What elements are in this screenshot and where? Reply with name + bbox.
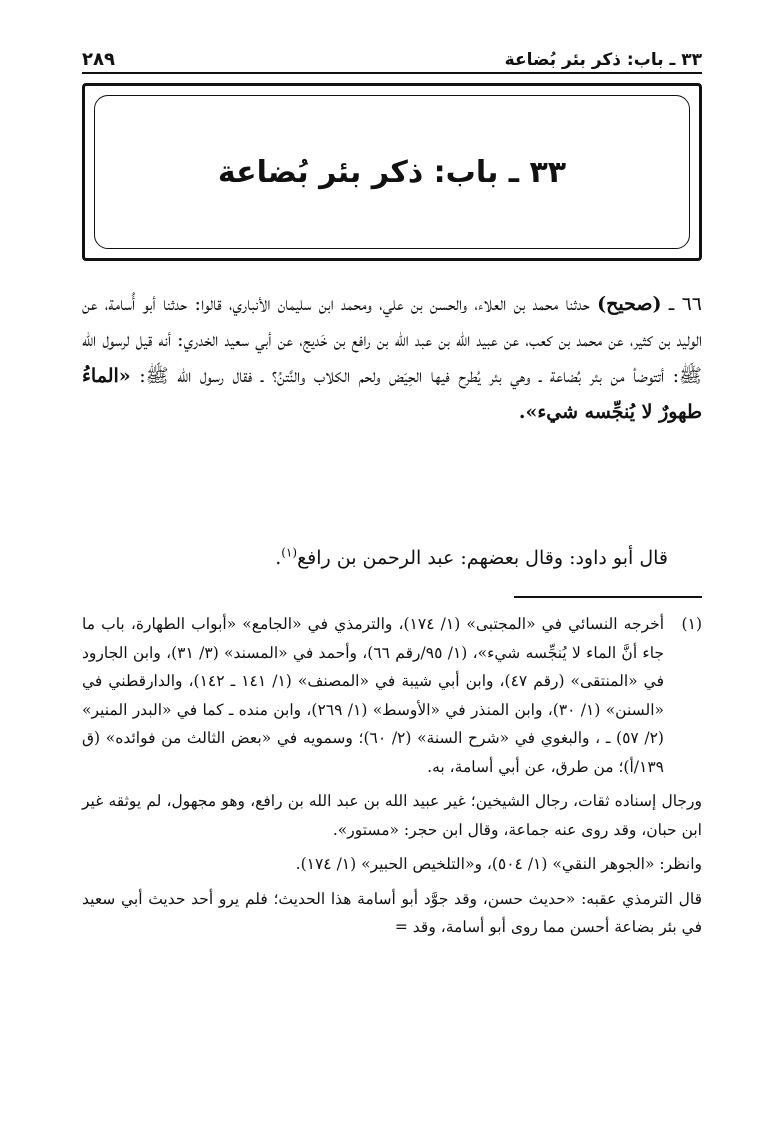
hadith-paragraph bbox=[82, 286, 702, 430]
hadith-isnad-matn: حدثنا محمد بن العلاء، والحسن بن علي، ومحمد ابن سليمان الأنباري، قالوا: حدثنا أبو أُسامة، عن الوليد بن كثير، عن محمد بن كعب، عن عبيد الله بن عبد الله بن رافع بن خَديج، عن أبي سعيد الخدري: أنه قيل لرسول الله ﷺ: أتتوضأ من بئر بُضاعة ـ وهي بئر يُطرح فيها الحِيَض ولحم الكلاب والنَّتنُ؟ ـ فقال رسول الله ﷺ: bbox=[82, 293, 703, 387]
chapter-title-frame bbox=[82, 83, 702, 261]
chapter-title: ٣٣ ـ باب: ذكر بئر بُضاعة bbox=[217, 154, 567, 190]
footnote-isnad-grading: ورجال إسناده ثقات، رجال الشيخين؛ غير عبيد الله بن عبد الله بن رافع، وهو مجهول، لم يوثقه غير ابن حبان، وقد روى عنه جماعة، وقال ابن حجر: «مستور». bbox=[82, 792, 702, 839]
abu-dawud-end: . bbox=[275, 547, 282, 569]
abu-dawud-note bbox=[82, 540, 668, 576]
hadith-number: ٦٦ ـ bbox=[668, 293, 703, 315]
hadith-prophetic-quote: «الماءُ طهورٌ لا يُنجِّسه شيء». bbox=[82, 365, 702, 423]
hadith-text bbox=[82, 286, 702, 430]
chapter-title-inner-frame bbox=[94, 95, 690, 249]
footnote-see-also: وانظر: «الجوهر النقي» (١/ ٥٠٤)، و«التلخيص الحبير» (١/ ١٧٤). bbox=[295, 855, 702, 873]
abu-dawud-text: قال أبو داود: وقال بعضهم: عبد الرحمن بن رافع bbox=[297, 547, 668, 569]
running-head bbox=[82, 36, 702, 70]
header-divider bbox=[82, 72, 702, 74]
footnote-number: (١) bbox=[681, 615, 702, 633]
footnote-takhrij: أخرجه النسائي في «المجتبى» (١/ ١٧٤)، والترمذي في «الجامع» «أبواب الطهارة، باب ما جاء أنَّ الماء لا يُنجِّسه شيء»، (١/ ٩٥/رقم ٦٦)، وأحمد في «المسند» (٣/ ٣١)، وابن الجارود في «المنتقى» (رقم ٤٧)، وابن أبي شيبة في «المصنف» (١/ ١٤١ ـ ١٤٢)، والدارقطني في «السنن» (١/ ٣٠)، وابن المنذر في «الأوسط» (١/ ٢٦٩)، وابن منده ـ كما في «البدر المنير» (٢/ ٥٧) ـ ، والبغوي في «شرح السنة» (٢/ ٦٠)؛ وسمويه في «بعض الثالث من فوائده» (ق ١٣٩/أ)؛ من طرق، عن أبي أسامة، به. bbox=[82, 615, 665, 776]
footnote-1 bbox=[82, 610, 702, 781]
footnote-reference[interactable]: (١) bbox=[281, 545, 298, 560]
footnotes bbox=[82, 610, 702, 942]
footnote-divider bbox=[514, 596, 702, 598]
running-head-title: ٣٣ ـ باب: ذكر بئر بُضاعة bbox=[504, 50, 702, 70]
hadith-grade: (صحيح) bbox=[597, 293, 662, 315]
footnote-tirmidhi-comment: قال الترمذي عقبه: «حديث حسن، وقد جوَّد أبو أسامة هذا الحديث؛ فلم يرو أحد حديث أبي سعيد في بئر بضاعة أحسن مما روى أبو أسامة، وقد = bbox=[82, 889, 702, 936]
page-number: ٢٨٩ bbox=[82, 49, 115, 70]
